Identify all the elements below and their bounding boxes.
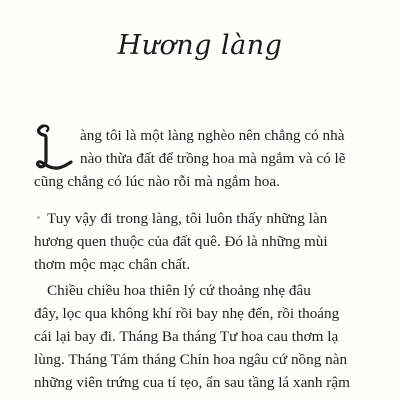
text-line: đây, lọc qua không khí rồi bay nhẹ đến, rồi thoáng	[34, 305, 340, 322]
paragraph-1	[34, 124, 390, 193]
text-line: lùng. Tháng Tám tháng Chín hoa ngâu cứ nồng nàn	[34, 351, 348, 368]
text-line: thơm mộc mạc chân chất.	[34, 256, 191, 273]
paragraph-3	[34, 279, 350, 394]
text-line: những viên trứng cua tí tẹo, ẩn sau tầng lá xanh rậm	[34, 374, 350, 391]
text-line: Chiều chiều hoa thiên lý cứ thoảng nhẹ đâu	[47, 282, 311, 299]
text-line: hương quen thuộc của đất quê. Đó là những mùi	[34, 233, 328, 250]
text-line: cái lại bay đi. Tháng Ba tháng Tư hoa cau thơm lạ	[34, 328, 339, 345]
text-line: nào thừa đất để trồng hoa mà ngắm và có lẽ	[80, 150, 346, 167]
chapter-title: Hương làng	[117, 30, 283, 61]
text-line: Tuy vậy đi trong làng, tôi luôn thấy những làn	[47, 210, 328, 227]
paragraph-2	[34, 207, 328, 276]
text-line: cũng chẳng có lúc nào rỗi mà ngắm hoa.	[34, 173, 280, 190]
text-line: àng tôi là một làng nghèo nên chẳng có nhà	[80, 127, 345, 144]
